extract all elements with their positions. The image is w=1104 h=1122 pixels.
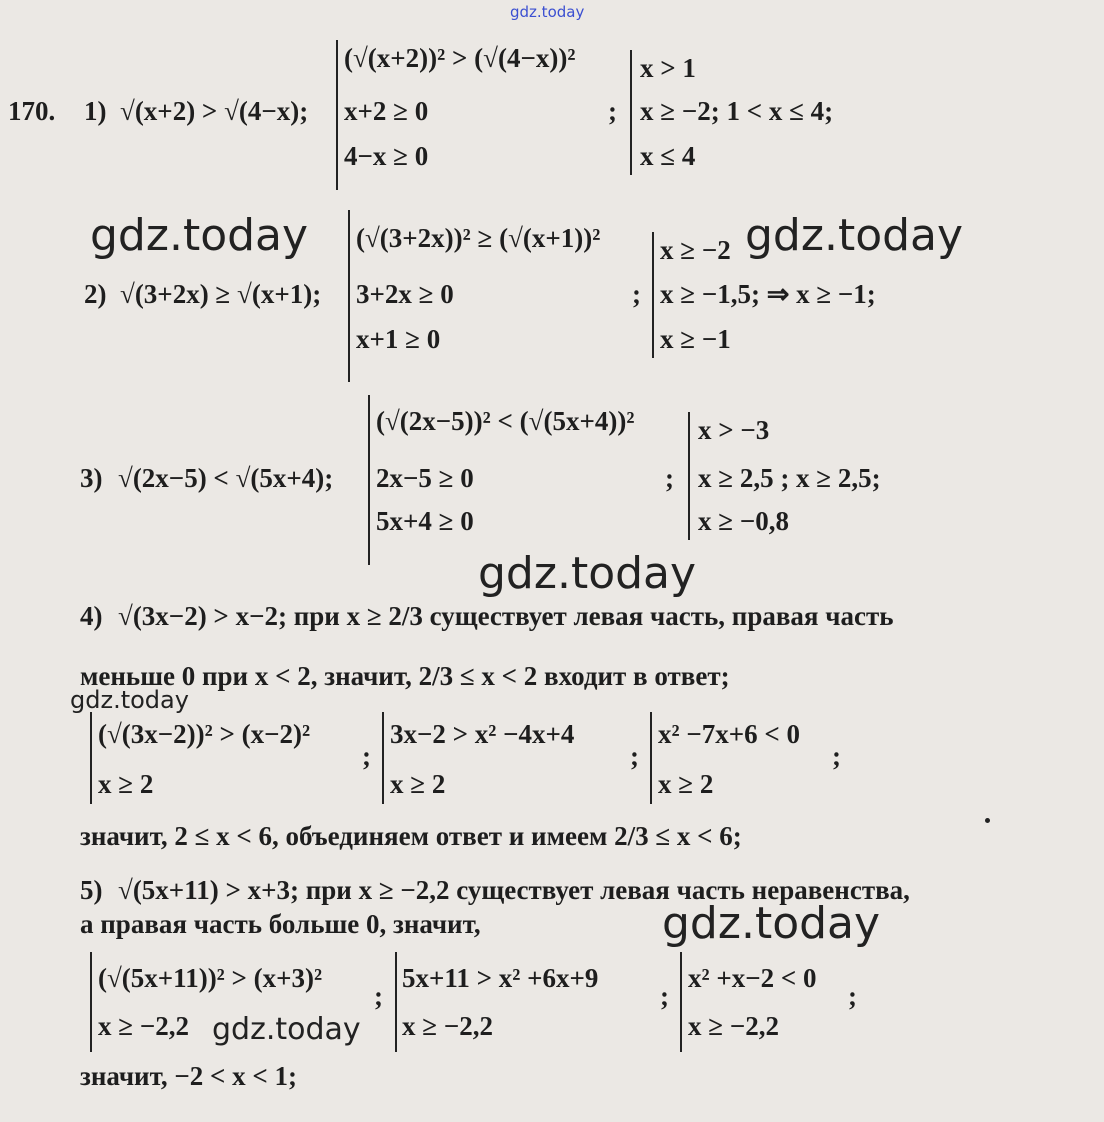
separator: ; bbox=[665, 463, 674, 493]
part-4-line2: меньше 0 при x < 2, значит, 2/3 ≤ x < 2 входит в ответ; bbox=[80, 661, 730, 691]
watermark: gdz.today bbox=[662, 898, 881, 949]
part-1-system-line: x+2 ≥ 0 bbox=[344, 96, 429, 126]
part-1-system-line: (√(x+2))² > (√(4−x))² bbox=[344, 43, 576, 73]
part-1-result-line: x > 1 bbox=[640, 53, 696, 83]
part-4-system-line: x² −7x+6 < 0 bbox=[658, 719, 801, 749]
part-2-system-line: (√(3+2x))² ≥ (√(x+1))² bbox=[356, 223, 601, 253]
watermark: gdz.today bbox=[90, 210, 309, 261]
part-3-system-line: 2x−5 ≥ 0 bbox=[376, 463, 474, 493]
part-2-label: 2) bbox=[84, 279, 107, 309]
part-3-system-line: (√(2x−5))² < (√(5x+4))² bbox=[376, 406, 635, 436]
watermark: gdz.today bbox=[70, 686, 189, 714]
part-5-label: 5) bbox=[80, 875, 103, 905]
watermark-top: gdz.today bbox=[510, 3, 585, 21]
part-2-result-line: x ≥ −1 bbox=[660, 324, 731, 354]
part-5-line1: √(5x+11) > x+3; при x ≥ −2,2 существует левая часть неравенства, bbox=[118, 875, 910, 905]
system-brace bbox=[90, 952, 92, 1052]
system-brace bbox=[90, 712, 92, 804]
part-3-inequality: √(2x−5) < √(5x+4); bbox=[118, 463, 334, 493]
part-2-system-line: x+1 ≥ 0 bbox=[356, 324, 441, 354]
part-4-system-line: x ≥ 2 bbox=[98, 769, 154, 799]
part-5-conclusion: значит, −2 < x < 1; bbox=[80, 1061, 297, 1091]
separator: ; bbox=[832, 741, 841, 771]
separator: ; bbox=[362, 741, 371, 771]
part-1-label: 1) bbox=[84, 96, 107, 126]
part-1-result-line: x ≤ 4 bbox=[640, 141, 696, 171]
separator: ; bbox=[660, 981, 669, 1011]
watermark: gdz.today bbox=[478, 548, 697, 599]
separator: ; bbox=[374, 981, 383, 1011]
part-3-result-line: x ≥ −0,8 bbox=[698, 506, 789, 536]
part-5-system-line: x² +x−2 < 0 bbox=[688, 963, 817, 993]
part-3-result-line: x ≥ 2,5 ; x ≥ 2,5; bbox=[698, 463, 881, 493]
system-brace bbox=[336, 40, 338, 190]
system-brace bbox=[382, 712, 384, 804]
part-2-result-line: x ≥ −1,5; ⇒ x ≥ −1; bbox=[660, 279, 876, 309]
system-brace bbox=[395, 952, 397, 1052]
part-4-conclusion: значит, 2 ≤ x < 6, объединяем ответ и имеем 2/3 ≤ x < 6; bbox=[80, 821, 742, 851]
part-1-system-line: 4−x ≥ 0 bbox=[344, 141, 429, 171]
separator: ; bbox=[632, 279, 641, 309]
part-3-label: 3) bbox=[80, 463, 103, 493]
watermark: gdz.today bbox=[212, 1012, 361, 1047]
part-5-system-line: x ≥ −2,2 bbox=[402, 1011, 493, 1041]
separator: ; bbox=[848, 981, 857, 1011]
part-4-system-line: x ≥ 2 bbox=[658, 769, 714, 799]
part-5-system-line: 5x+11 > x² +6x+9 bbox=[402, 963, 599, 993]
part-5-system-line: x ≥ −2,2 bbox=[688, 1011, 779, 1041]
part-5-system-line: (√(5x+11))² > (x+3)² bbox=[98, 963, 323, 993]
system-brace bbox=[348, 210, 350, 382]
part-1-result-line: x ≥ −2; 1 < x ≤ 4; bbox=[640, 96, 834, 126]
separator: ; bbox=[608, 96, 617, 126]
part-5-system-line: x ≥ −2,2 bbox=[98, 1011, 189, 1041]
part-2-system-line: 3+2x ≥ 0 bbox=[356, 279, 454, 309]
part-4-system-line: x ≥ 2 bbox=[390, 769, 446, 799]
part-4-label: 4) bbox=[80, 601, 103, 631]
result-brace bbox=[652, 232, 654, 358]
part-2-inequality: √(3+2x) ≥ √(x+1); bbox=[120, 279, 322, 309]
watermark: gdz.today bbox=[745, 210, 964, 261]
part-5-line2: а правая часть больше 0, значит, bbox=[80, 909, 481, 939]
part-2-result-line: x ≥ −2 bbox=[660, 235, 731, 265]
result-brace bbox=[688, 412, 690, 540]
part-3-system-line: 5x+4 ≥ 0 bbox=[376, 506, 474, 536]
part-4-line1: √(3x−2) > x−2; при x ≥ 2/3 существует левая часть, правая часть bbox=[118, 601, 894, 631]
stray-dot bbox=[985, 818, 990, 823]
part-4-system-line: (√(3x−2))² > (x−2)² bbox=[98, 719, 311, 749]
system-brace bbox=[680, 952, 682, 1052]
system-brace bbox=[368, 395, 370, 565]
part-3-result-line: x > −3 bbox=[698, 415, 770, 445]
system-brace bbox=[650, 712, 652, 804]
problem-number: 170. bbox=[8, 96, 56, 126]
part-4-system-line: 3x−2 > x² −4x+4 bbox=[390, 719, 575, 749]
part-1-inequality: √(x+2) > √(4−x); bbox=[120, 96, 309, 126]
result-brace bbox=[630, 50, 632, 175]
separator: ; bbox=[630, 741, 639, 771]
